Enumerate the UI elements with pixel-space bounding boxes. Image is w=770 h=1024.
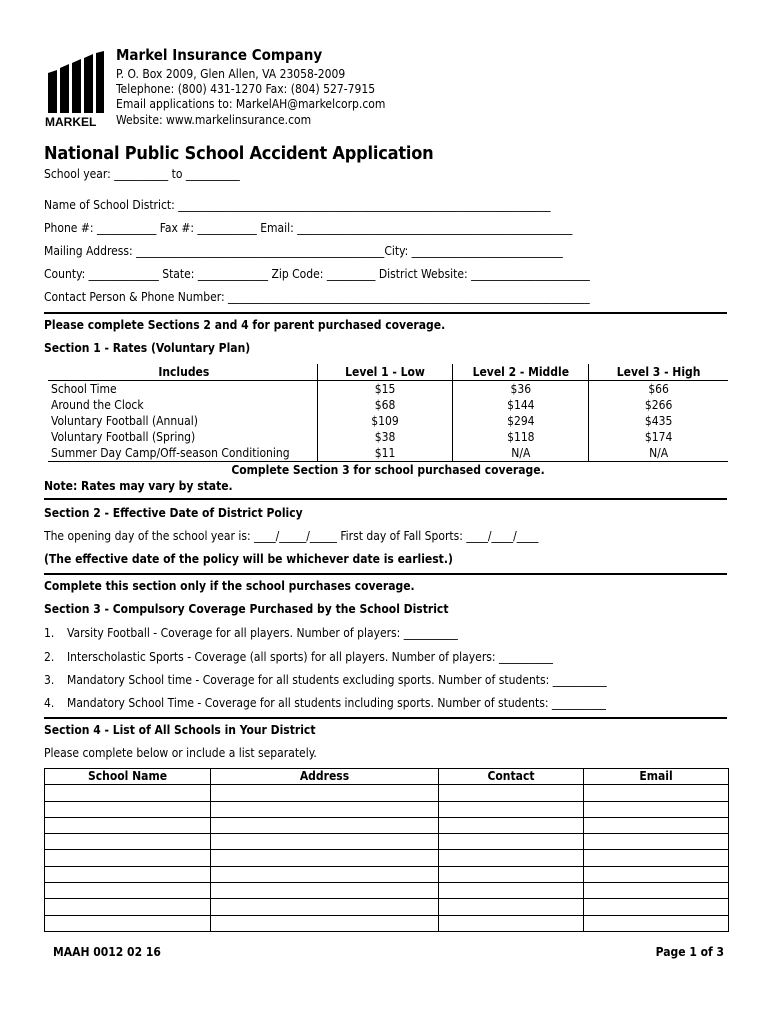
rates-table [48, 364, 728, 478]
section4-subtext: Please complete below or include a list separately. [44, 746, 317, 760]
table-row [45, 915, 729, 931]
school-address-cell[interactable] [211, 866, 439, 882]
school-address-cell[interactable] [211, 883, 439, 899]
school-contact-cell[interactable] [439, 866, 584, 882]
list-item [44, 650, 553, 664]
list-item [44, 673, 607, 687]
table-row [48, 413, 728, 429]
item-text[interactable]: Varsity Football - Coverage for all players. Number of players: __________ [67, 626, 458, 640]
rate-cell: Voluntary Football (Annual) [48, 413, 317, 429]
divider [44, 312, 727, 314]
school-address-cell[interactable] [211, 785, 439, 801]
contact-person-field[interactable]: Contact Person & Phone Number: ___________________________________________________________________ [44, 290, 590, 304]
section3-heading: Section 3 - Compulsory Coverage Purchased by the School District [44, 602, 449, 616]
rate-cell: N/A [453, 445, 589, 462]
item-number: 3. [44, 673, 55, 687]
rate-cell: School Time [48, 381, 317, 398]
school-address-cell[interactable] [211, 834, 439, 850]
schools-header-email: Email [584, 769, 729, 785]
rate-cell: Summer Day Camp/Off-season Conditioning [48, 445, 317, 462]
school-contact-cell[interactable] [439, 834, 584, 850]
markel-logo [44, 51, 106, 127]
company-email: Email applications to: MarkelAH@markelcorp.com [116, 97, 386, 111]
school-address-cell[interactable] [211, 850, 439, 866]
rate-cell: $36 [453, 381, 589, 398]
school-contact-cell[interactable] [439, 817, 584, 833]
section1-heading: Section 1 - Rates (Voluntary Plan) [44, 341, 251, 355]
list-item [44, 626, 458, 640]
school-email-cell[interactable] [584, 915, 729, 931]
company-name: Markel Insurance Company [116, 46, 323, 64]
rate-cell: $294 [453, 413, 589, 429]
rate-cell: $174 [644, 430, 673, 444]
school-address-cell[interactable] [211, 817, 439, 833]
page-number: Page 1 of 3 [655, 945, 724, 959]
table-row [45, 801, 729, 817]
rates-header-level1: Level 1 - Low [317, 364, 453, 381]
school-year-field[interactable]: School year: __________ to __________ [44, 167, 240, 181]
rates-header-row [48, 364, 728, 381]
school-contact-cell[interactable] [439, 785, 584, 801]
item-text[interactable]: Mandatory School time - Coverage for all students excluding sports. Number of students: __________ [67, 673, 607, 687]
school-name-cell[interactable] [45, 850, 211, 866]
form-number: MAAH 0012 02 16 [53, 945, 161, 959]
item-number: 2. [44, 650, 55, 664]
phone-fax-email-field[interactable]: Phone #: ___________ Fax #: ___________ Email: ___________________________________________________ [44, 221, 573, 235]
district-name-field[interactable]: Name of School District: _____________________________________________________________________ [44, 198, 551, 212]
table-row [45, 883, 729, 899]
opening-day-field[interactable]: The opening day of the school year is: ____/_____/_____ First day of Fall Sports: ____/____/____ [44, 529, 539, 543]
section2-heading: Section 2 - Effective Date of District Policy [44, 506, 303, 520]
table-row [45, 850, 729, 866]
rate-cell: $15 [317, 381, 453, 398]
item-text[interactable]: Interscholastic Sports - Coverage (all sports) for all players. Number of players: __________ [67, 650, 553, 664]
rate-cell: $66 [589, 381, 728, 398]
section4-heading: Section 4 - List of All Schools in Your District [44, 723, 316, 737]
mailing-address-field[interactable]: Mailing Address: ______________________________________________City: ____________________________ [44, 244, 563, 258]
school-contact-cell[interactable] [439, 801, 584, 817]
table-row [48, 381, 728, 398]
rates-footer-text: Complete Section 3 for school purchased coverage. [48, 462, 728, 479]
company-telephone: Telephone: (800) 431-1270 Fax: (804) 527-7915 [116, 82, 376, 96]
item-text[interactable]: Mandatory School Time - Coverage for all students including sports. Number of students: __________ [67, 696, 606, 710]
schools-header-row [45, 769, 729, 785]
item-number: 1. [44, 626, 55, 640]
school-name-cell[interactable] [45, 883, 211, 899]
schools-table [44, 768, 729, 932]
rate-cell: $11 [317, 445, 453, 462]
school-name-cell[interactable] [45, 834, 211, 850]
rate-cell: $38 [317, 429, 453, 445]
rate-cell: $118 [453, 429, 589, 445]
table-row [45, 817, 729, 833]
school-instruction: Complete this section only if the school purchases coverage. [44, 579, 415, 593]
school-email-cell[interactable] [584, 817, 729, 833]
rates-footer-row [48, 462, 728, 479]
county-state-zip-field[interactable]: County: _____________ State: _____________ Zip Code: _________ District Website: ______________________ [44, 267, 590, 281]
divider [44, 498, 727, 500]
page-title: National Public School Accident Application [44, 143, 434, 164]
school-email-cell[interactable] [584, 785, 729, 801]
rates-note: Note: Rates may vary by state. [44, 479, 233, 493]
school-name-cell[interactable] [45, 817, 211, 833]
rate-cell: $144 [453, 397, 589, 413]
school-name-cell[interactable] [45, 866, 211, 882]
parent-instruction: Please complete Sections 2 and 4 for parent purchased coverage. [44, 318, 446, 332]
effective-date-note: (The effective date of the policy will be whichever date is earliest.) [44, 552, 453, 566]
rate-cell: $435 [644, 414, 673, 428]
school-contact-cell[interactable] [439, 899, 584, 915]
school-email-cell[interactable] [584, 801, 729, 817]
rate-cell: $109 [317, 413, 453, 429]
school-name-cell[interactable] [45, 785, 211, 801]
school-address-cell[interactable] [211, 915, 439, 931]
schools-header-address: Address [211, 769, 439, 785]
list-item [44, 696, 606, 710]
rates-header-level3: Level 3 - High [616, 365, 701, 379]
divider [44, 573, 727, 575]
table-row [48, 445, 728, 462]
markel-logo-mark [44, 51, 106, 127]
rate-cell: $266 [644, 398, 673, 412]
school-email-cell[interactable] [584, 850, 729, 866]
rate-cell: N/A [649, 446, 669, 460]
rate-cell: Voluntary Football (Spring) [48, 429, 317, 445]
table-row [45, 785, 729, 801]
rates-header-level2: Level 2 - Middle [453, 364, 589, 381]
school-email-cell[interactable] [584, 834, 729, 850]
school-address-cell[interactable] [211, 899, 439, 915]
table-row [45, 899, 729, 915]
school-contact-cell[interactable] [439, 883, 584, 899]
schools-header-name: School Name [45, 769, 211, 785]
school-email-cell[interactable] [584, 899, 729, 915]
divider [44, 717, 727, 719]
school-name-cell[interactable] [45, 899, 211, 915]
school-name-cell[interactable] [45, 915, 211, 931]
table-row [48, 429, 728, 445]
company-website: Website: www.markelinsurance.com [116, 113, 312, 127]
item-number: 4. [44, 696, 55, 710]
table-row [45, 834, 729, 850]
school-address-cell[interactable] [211, 801, 439, 817]
table-row [45, 866, 729, 882]
table-row [48, 397, 728, 413]
rates-header-includes: Includes [48, 364, 317, 381]
rate-cell: $68 [317, 397, 453, 413]
logo-wordmark: MARKEL [45, 115, 97, 127]
company-address: P. O. Box 2009, Glen Allen, VA 23058-2009 [116, 67, 346, 81]
school-name-cell[interactable] [45, 801, 211, 817]
school-email-cell[interactable] [584, 866, 729, 882]
school-contact-cell[interactable] [439, 915, 584, 931]
school-email-cell[interactable] [584, 883, 729, 899]
schools-header-contact: Contact [439, 769, 584, 785]
rate-cell: Around the Clock [48, 397, 317, 413]
school-contact-cell[interactable] [439, 850, 584, 866]
